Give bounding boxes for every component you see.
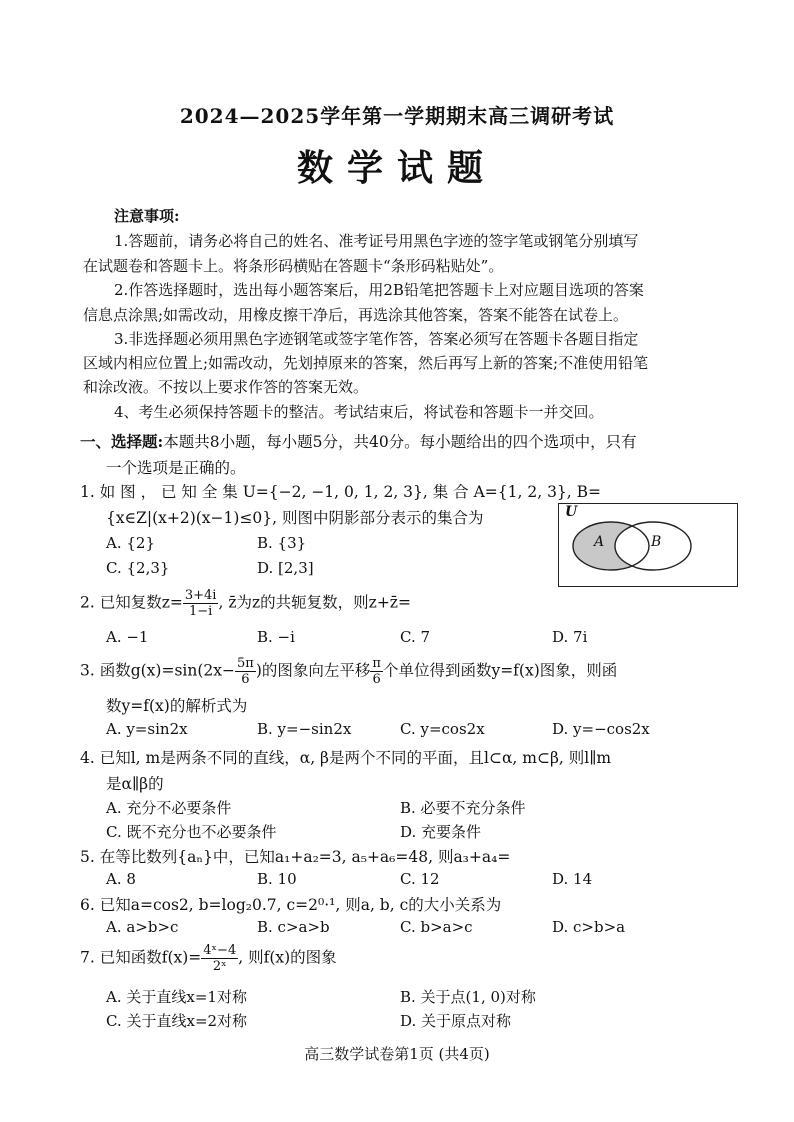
q6-line-1: 6. 已知a=cos2, b=log₂0.7, c=2⁰·¹, 则a, b, c的大小关系为 <box>80 896 502 914</box>
section-desc: 本题共8小题，每小题5分，共40分。每小题给出的四个选项中，只有 <box>163 433 637 451</box>
section-desc-line-2: 一个选项是正确的。 <box>106 459 246 477</box>
subject-title: 数学试题 <box>296 147 497 189</box>
q7-option-b: B. 关于点(1, 0)对称 <box>400 988 536 1006</box>
q1-option-b: B. {3} <box>257 534 307 552</box>
q3-option-c: C. y=cos2x <box>400 720 485 738</box>
q3-denominator-2: 6 <box>372 672 381 687</box>
q7-fraction <box>201 943 238 974</box>
venn-svg <box>559 504 737 586</box>
note-3-line-1: 3.非选择题必须用黑色字迹钢笔或签字笔作答，答案必须写在答题卡各题目指定 <box>114 330 639 348</box>
q4-line-1: 4. 已知l, m是两条不同的直线，α, β是两个不同的平面，且l⊂α, m⊂β, 则l∥m <box>80 749 612 767</box>
q2-option-c: C. 7 <box>400 628 431 646</box>
venn-label-b: B <box>651 534 662 550</box>
q1-option-c: C. {2,3} <box>106 559 170 577</box>
venn-label-u: U <box>565 504 578 520</box>
note-2-line-1: 2.作答选择题时，选出每小题答案后，用2B铅笔把答题卡上对应题目选项的答案 <box>114 281 644 299</box>
q3-option-b: B. y=−sin2x <box>257 720 352 738</box>
q4-option-b: B. 必要不充分条件 <box>400 799 526 817</box>
q1-line-1: 1. 如 图 ， 已 知 全 集 U={−2, −1, 0, 1, 2, 3}, 集 合 A={1, 2, 3}, B= <box>80 483 602 501</box>
q6-option-d: D. c>b>a <box>552 918 626 936</box>
q3-denominator-1: 6 <box>241 672 250 687</box>
page-footer: 高三数学试卷第1页 (共4页) <box>304 1045 490 1063</box>
section-heading <box>80 430 637 452</box>
q2-post: , z̄为z的共轭复数，则z+z̄= <box>218 593 411 612</box>
q4-line-2: 是α∥β的 <box>106 775 164 793</box>
q3-line-2: 数y=f(x)的解析式为 <box>106 697 248 715</box>
q2-denominator: 1−i <box>189 604 213 619</box>
q2-option-d: D. 7i <box>552 628 588 646</box>
exam-title: 2024—2025学年第一学期期末高三调研考试 <box>179 104 615 128</box>
q4-option-c: C. 既不充分也不必要条件 <box>106 823 277 841</box>
q3-post: 个单位得到函数y=f(x)图象，则函 <box>382 661 618 680</box>
q7-line-1 <box>80 943 337 974</box>
q6-option-c: C. b>a>c <box>400 918 473 936</box>
q3-pre: 3. 函数g(x)=sin(2x− <box>80 661 235 680</box>
note-1-line-1: 1.答题前，请务必将自己的姓名、准考证号用黑色字迹的签字笔或钢笔分别填写 <box>114 232 639 250</box>
q3-mid: )的图象向左平移 <box>255 661 371 680</box>
q7-option-a: A. 关于直线x=1对称 <box>106 988 247 1006</box>
q2-option-b: B. −i <box>257 628 295 646</box>
q7-numerator: 4ˣ−4 <box>203 943 237 958</box>
note-3-line-3: 和涂改液。不按以上要求作答的答案无效。 <box>83 378 369 396</box>
note-3-line-2: 区域内相应位置上;如需改动，先划掉原来的答案，然后再写上新的答案;不准使用铅笔 <box>83 354 649 372</box>
section-label: 一、选择题: <box>80 432 164 451</box>
q7-pre: 7. 已知函数f(x)= <box>80 948 202 967</box>
q6-option-b: B. c>a>b <box>257 918 330 936</box>
q5-line-1: 5. 在等比数列{aₙ}中，已知a₁+a₂=3, a₅+a₆=48, 则a₃+a₄= <box>80 848 511 866</box>
q2-option-a: A. −1 <box>106 628 149 646</box>
q2-fraction <box>183 588 219 619</box>
q3-numerator-2: π <box>372 656 381 671</box>
q7-post: , 则f(x)的图象 <box>238 948 337 967</box>
q2-line-1 <box>80 588 411 619</box>
q1-option-d: D. [2,3] <box>257 559 314 577</box>
notes-heading: 注意事项: <box>114 207 180 225</box>
q3-option-a: A. y=sin2x <box>106 720 188 738</box>
q3-numerator-1: 5π <box>237 656 254 671</box>
q4-option-a: A. 充分不必要条件 <box>106 799 232 817</box>
q7-denominator: 2ˣ <box>212 959 227 974</box>
venn-label-a: A <box>594 534 605 550</box>
note-1-line-2: 在试题卷和答题卡上。将条形码横贴在答题卡“条形码粘贴处”。 <box>83 257 504 275</box>
venn-diagram <box>558 503 738 587</box>
q5-option-d: D. 14 <box>552 870 593 888</box>
q7-option-c: C. 关于直线x=2对称 <box>106 1012 248 1030</box>
q5-option-b: B. 10 <box>257 870 297 888</box>
q3-line-1 <box>80 656 617 687</box>
q3-fraction-1 <box>235 656 256 687</box>
q4-option-d: D. 充要条件 <box>400 823 482 841</box>
q2-pre: 2. 已知复数z= <box>80 593 183 612</box>
q3-fraction-2 <box>370 656 383 687</box>
q1-line-2: {x∈Z|(x+2)(x−1)≤0}, 则图中阴影部分表示的集合为 <box>106 509 484 527</box>
q1-option-a: A. {2} <box>106 534 155 552</box>
q5-option-a: A. 8 <box>106 870 136 888</box>
q6-option-a: A. a>b>c <box>106 918 179 936</box>
q7-option-d: D. 关于原点对称 <box>400 1012 512 1030</box>
q2-numerator: 3+4i <box>184 588 217 603</box>
q5-option-c: C. 12 <box>400 870 440 888</box>
note-2-line-2: 信息点涂黑;如需改动，用橡皮擦干净后，再选涂其他答案，答案不能答在试卷上。 <box>83 306 629 324</box>
q3-option-d: D. y=−cos2x <box>552 720 650 738</box>
note-4: 4、考生必须保持答题卡的整洁。考试结束后，将试卷和答题卡一并交回。 <box>114 403 604 421</box>
